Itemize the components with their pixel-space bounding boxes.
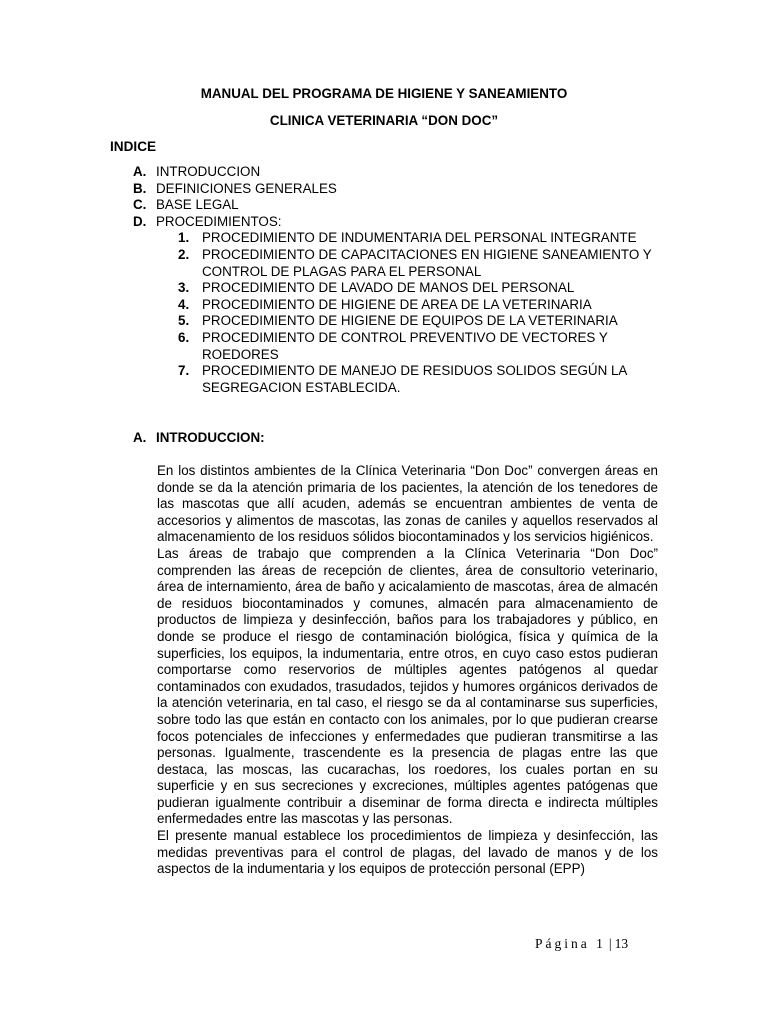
procedure-item: [178, 363, 653, 396]
total-pages: 13: [614, 936, 629, 951]
table-of-contents: [133, 164, 653, 396]
document-subtitle: CLINICA VETERINARIA “DON DOC”: [269, 113, 499, 128]
procedure-text: PROCEDIMIENTO DE HIGIENE DE AREA DE LA VETERINARIA: [202, 296, 592, 312]
procedure-text: PROCEDIMIENTO DE MANEJO DE RESIDUOS SOLIDOS SEGÚN LA SEGREGACION ESTABLECIDA.: [202, 363, 627, 395]
toc-item-c: [133, 197, 653, 214]
toc-item-d: [133, 214, 653, 231]
procedure-item: [178, 297, 653, 314]
procedure-text: PROCEDIMIENTO DE HIGIENE DE EQUIPOS DE LA VETERINARIA: [202, 313, 618, 329]
procedure-number: 2.: [178, 246, 190, 262]
page-footer: [535, 936, 628, 953]
procedure-item: [178, 330, 653, 363]
page-separator: |: [608, 936, 612, 951]
document-title: MANUAL DEL PROGRAMA DE HIGIENE Y SANEAMIENTO: [200, 86, 568, 101]
toc-item-a: [133, 164, 653, 181]
procedure-text: PROCEDIMIENTO DE LAVADO DE MANOS DEL PERSONAL: [202, 280, 575, 296]
page-number: 1: [596, 936, 606, 951]
index-heading: INDICE: [110, 139, 157, 154]
procedure-item: [178, 230, 653, 247]
toc-text: INTRODUCCION: [156, 164, 261, 179]
procedures-list: [178, 230, 653, 396]
procedure-item: [178, 313, 653, 330]
toc-text: DEFINICIONES GENERALES: [156, 180, 337, 196]
procedure-text: PROCEDIMIENTO DE CONTROL PREVENTIVO DE VECTORES Y ROEDORES: [202, 329, 608, 362]
toc-letter: C.: [133, 197, 147, 213]
procedure-number: 1.: [178, 230, 190, 246]
page-label: Página: [535, 936, 590, 951]
toc-text: BASE LEGAL: [156, 197, 239, 213]
section-a-heading: [133, 430, 265, 447]
introduction-body: [157, 463, 658, 878]
procedure-item: [178, 280, 653, 297]
procedure-number: 5.: [178, 313, 190, 329]
toc-letter: D.: [133, 213, 147, 229]
paragraph: En los distintos ambientes de la Clínica Veterinaria “Don Doc” convergen áreas en donde se da la atención primaria de los pacientes, la atención de los tenedores de las mascotas que allí acuden, además se encuentran ambientes de venta de accesorios y alimentos de mascotas, las zonas de caniles y aquellos reservados al almacenamiento de los residuos sólidos biocontaminados y los servicios higiénicos.: [157, 463, 658, 545]
toc-letter: A.: [133, 164, 147, 179]
paragraph: Las áreas de trabajo que comprenden a la Clínica Veterinaria “Don Doc” comprenden las áreas de recepción de clientes, área de consultorio veterinario, área de internamiento, área de baño y acicalamiento de mascotas, área de almacén de residuos biocontaminados y comunes, almacén para almacenamiento de productos de limpieza y desinfección, baños para los trabajadores y público, en donde se produce el riesgo de contaminación biológica, física y química de la superficies, los equipos, la indumentaria, entre otros, en cuyo caso estos pudieran comportarse como reservorios de múltiples agentes patógenos al quedar contaminados con exudados, trasudados, tejidos y humores orgánicos derivados de la atención veterinaria, en tal caso, el riesgo se da al contaminarse sus superficies, sobre todo las que están en contacto con los animales, por lo que pudieran crearse focos potenciales de infecciones y enfermedades que pudieran transmitirse a las personas. Igualmente, trascendente es la presencia de plagas entre las que destaca, las moscas, las cucarachas, los roedores, los cuales portan en su superficie y en sus secreciones y excreciones, múltiples agentes patógenas que pudieran igualmente contribuir a diseminar de forma directa e indirecta múltiples enfermedades entre las mascotas y las personas.: [157, 545, 658, 827]
procedure-text: PROCEDIMIENTO DE INDUMENTARIA DEL PERSONAL INTEGRANTE: [202, 230, 637, 246]
toc-text: PROCEDIMIENTOS:: [156, 213, 282, 229]
paragraph: El presente manual establece los procedimientos de limpieza y desinfección, las medidas preventivas para el control de plagas, del lavado de manos y de los aspectos de la indumentaria y los equipos de protección personal (EPP): [157, 828, 658, 877]
toc-item-b: [133, 181, 653, 198]
procedure-number: 6.: [178, 329, 190, 345]
section-letter: A.: [133, 430, 147, 445]
procedure-item: [178, 247, 653, 280]
procedure-number: 3.: [178, 280, 190, 296]
toc-letter: B.: [133, 180, 147, 196]
procedure-text: PROCEDIMIENTO DE CAPACITACIONES EN HIGIENE SANEAMIENTO Y CONTROL DE PLAGAS PARA EL PERSONAL: [202, 246, 652, 279]
section-title: INTRODUCCION:: [156, 430, 265, 445]
procedure-number: 4.: [178, 296, 190, 312]
procedure-number: 7.: [178, 363, 190, 379]
